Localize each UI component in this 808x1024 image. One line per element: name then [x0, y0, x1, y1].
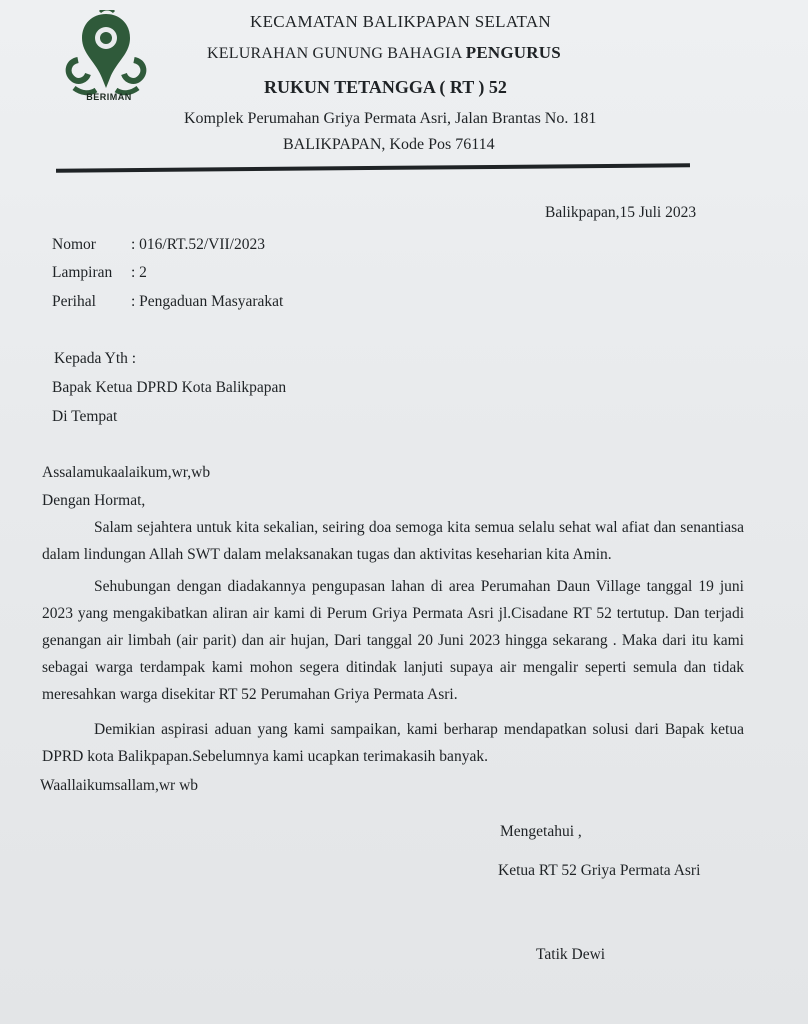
- signature-acknowledged: Mengetahui ,: [500, 823, 582, 840]
- nomor-label: Nomor: [52, 236, 96, 253]
- nomor-value: : 016/RT.52/VII/2023: [131, 236, 265, 253]
- body-paragraph-1: Salam sejahtera untuk kita sekalian, seiring doa semoga kita semua selalu sehat wal afiat dan senantiasa dalam lindungan Allah SWT dalam melaksanakan tugas dan aktivitas keseharian kita Amin.: [42, 519, 744, 563]
- lampiran-label: Lampiran: [52, 264, 113, 281]
- letterhead-board-label: PENGURUS: [465, 43, 561, 62]
- opening-salutation: Dengan Hormat,: [42, 492, 146, 509]
- recipient-salutation: Kepada Yth :: [54, 350, 137, 367]
- letter-date: Balikpapan,15 Juli 2023: [545, 204, 697, 221]
- letterhead-subdistrict: [207, 43, 561, 63]
- letterhead-rt-title: RUKUN TETANGGA ( RT ) 52: [264, 77, 507, 97]
- recipient-name: Bapak Ketua DPRD Kota Balikpapan: [52, 379, 287, 396]
- closing-greeting: Waallaikumsallam,wr wb: [40, 777, 199, 794]
- letterhead-address: Komplek Perumahan Griya Permata Asri, Jalan Brantas No. 181: [184, 110, 597, 127]
- letterhead-subdistrict-name: KELURAHAN GUNUNG BAHAGIA: [207, 45, 462, 62]
- letterhead-divider: [56, 163, 690, 173]
- perihal-label: Perihal: [52, 293, 96, 310]
- letterhead-district: KECAMATAN BALIKPAPAN SELATAN: [250, 12, 552, 31]
- logo-caption: BERIMAN: [86, 92, 132, 102]
- opening-greeting: Assalamukaalaikum,wr,wb: [42, 464, 211, 481]
- perihal-value: : Pengaduan Masyarakat: [131, 293, 284, 310]
- lampiran-value: : 2: [131, 264, 147, 281]
- recipient-place: Di Tempat: [52, 408, 118, 425]
- body-paragraph-2: Sehubungan dengan diadakannya pengupasan lahan di area Perumahan Daun Village tanggal 19 juni 2023 yang mengakibatkan aliran air kami di Perum Griya Permata Asri jl.Cisadane RT 52 tertutup. Dan terjadi genangan air limbah (air parit) dan air hujan, Dari tanggal 20 Juni 2023 hingga sekarang . Maka dari itu kami sebagai warga terdampak kami mohon segera ditindak lanjuti supaya air mengalir seperti semula dan tidak meresahkan warga disekitar RT 52 Perumahan Griya Permata Asri.: [42, 578, 744, 703]
- body-paragraph-3: Demikian aspirasi aduan yang kami sampaikan, kami berharap mendapatkan solusi dari Bapak ketua DPRD kota Balikpapan.Sebelumnya kami ucapkan terimakasih banyak.: [42, 721, 744, 765]
- signature-title: Ketua RT 52 Griya Permata Asri: [498, 862, 701, 879]
- letterhead-city-postcode: BALIKPAPAN, Kode Pos 76114: [283, 136, 495, 153]
- signature-name: Tatik Dewi: [536, 946, 606, 963]
